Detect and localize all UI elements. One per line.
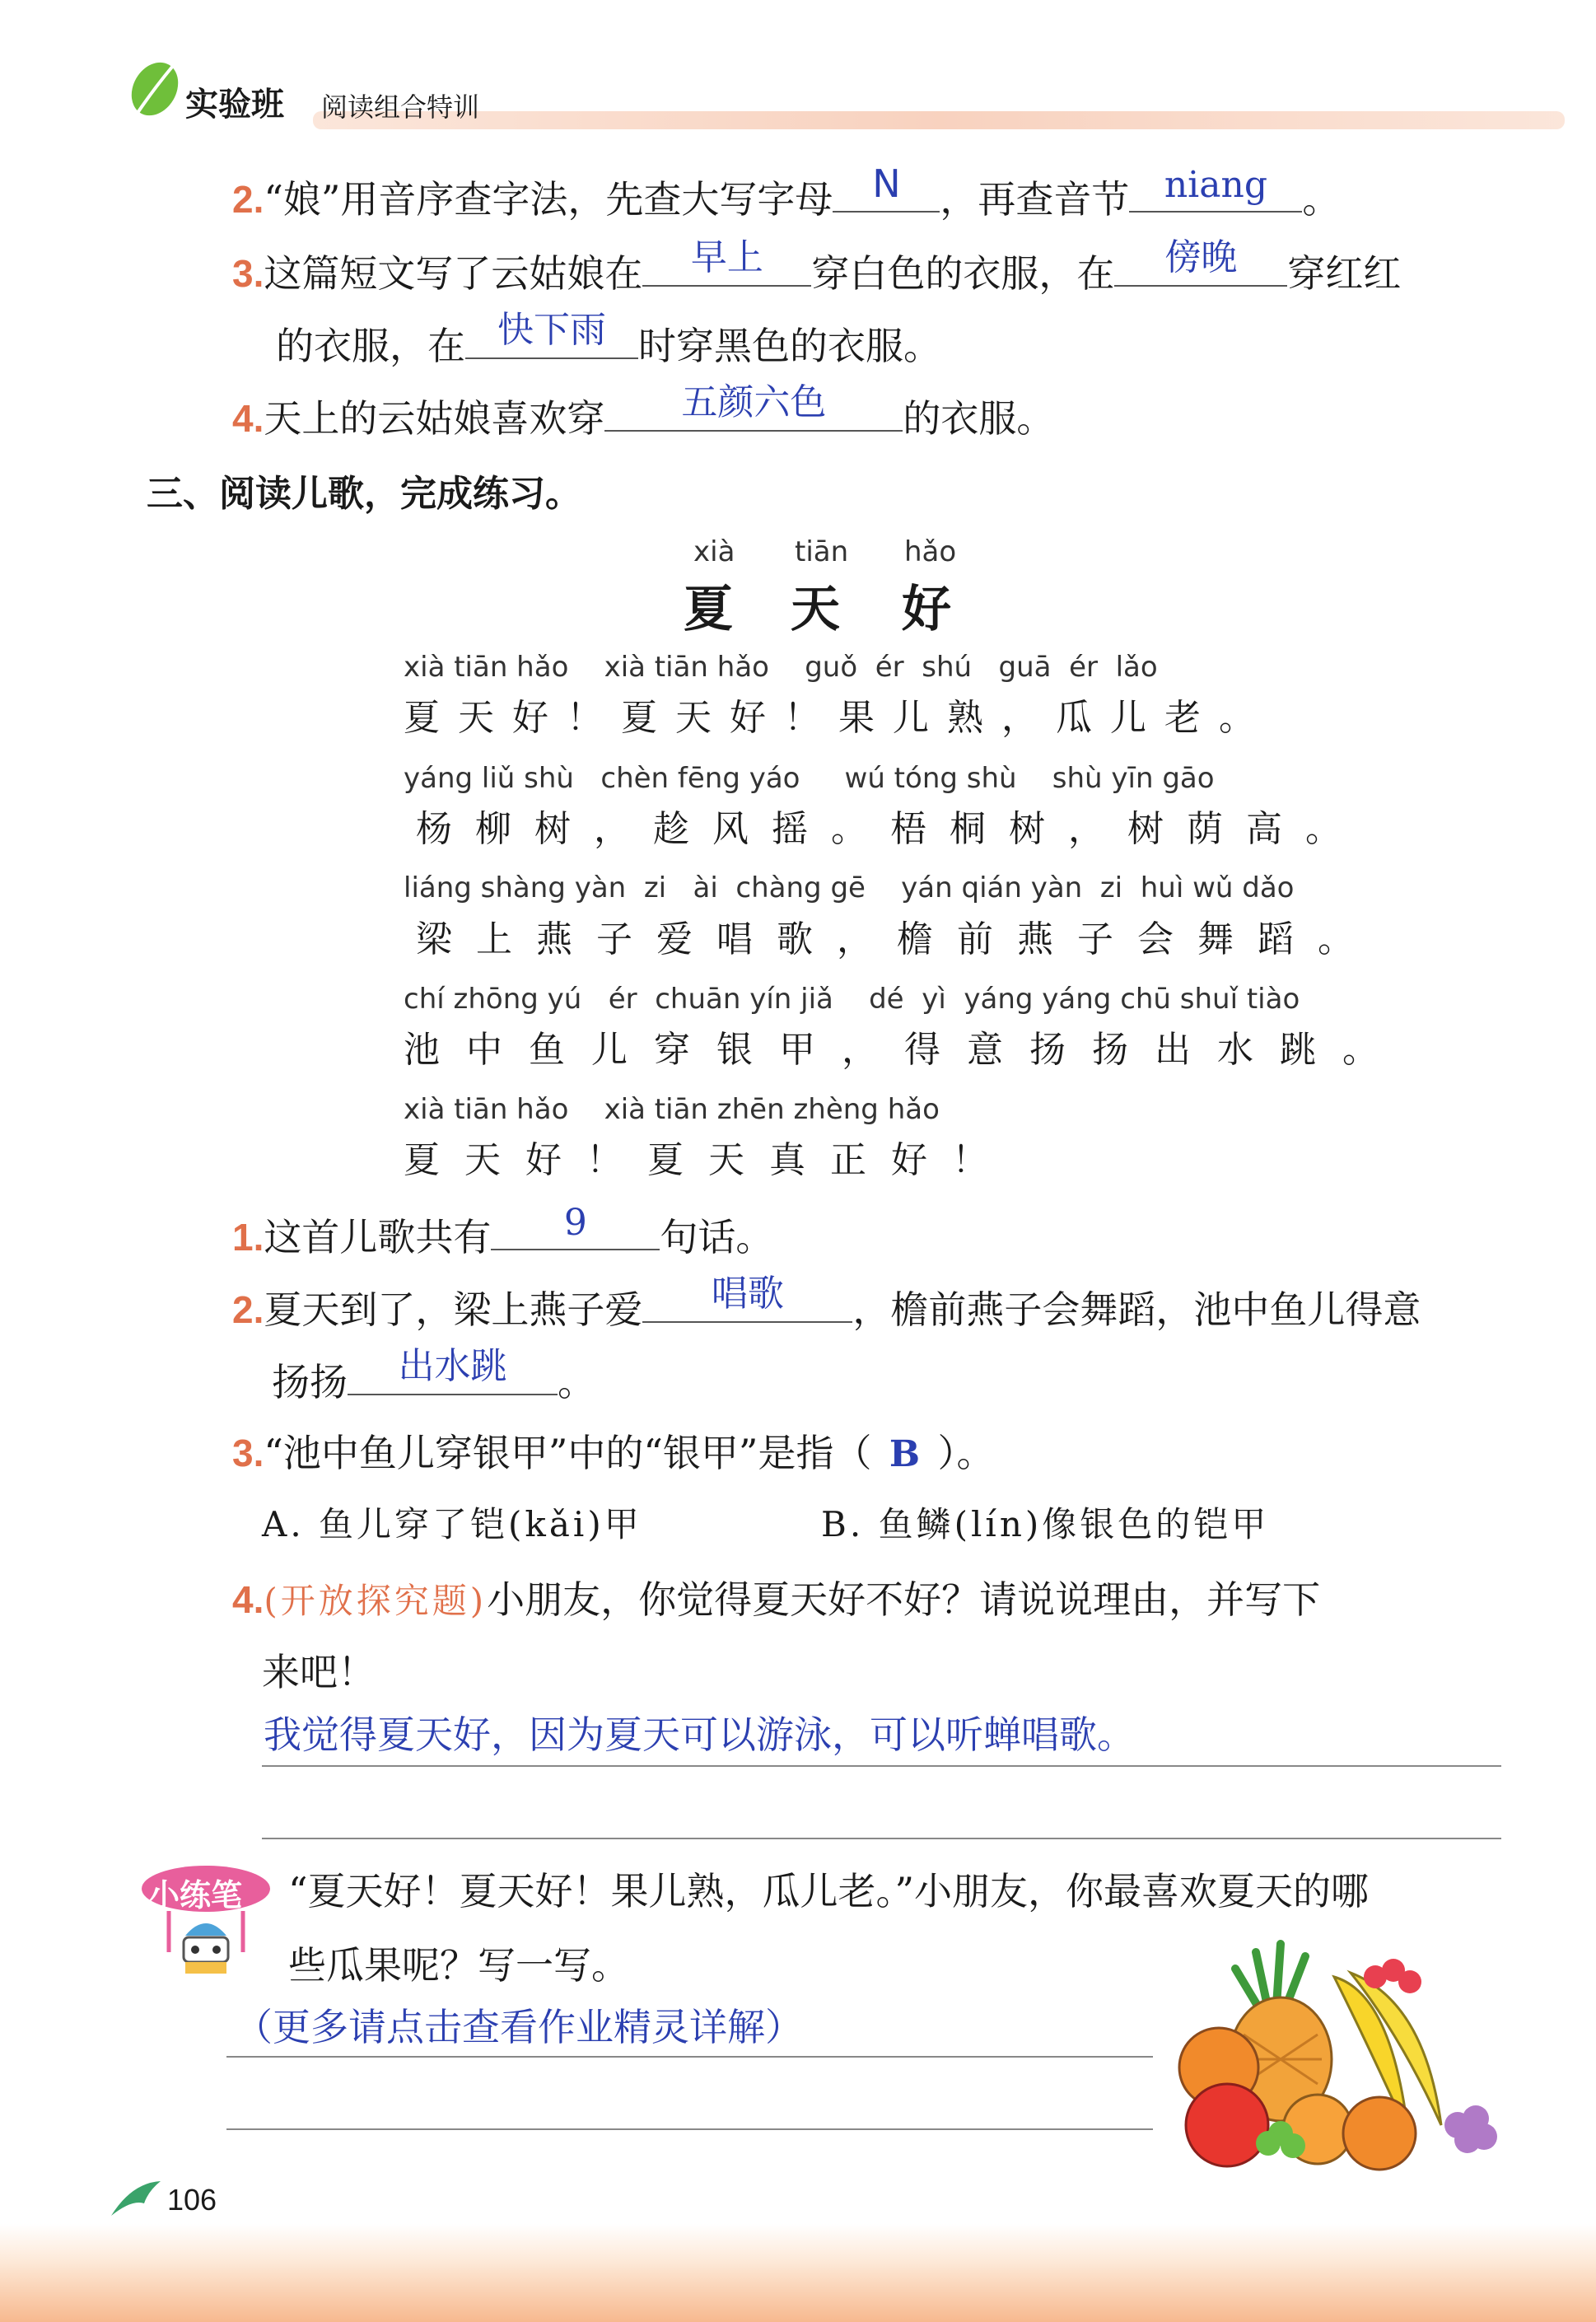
question-text: 扬扬 — [272, 1360, 348, 1404]
answer-blank[interactable] — [348, 1345, 558, 1395]
handwritten-answer: 9 — [563, 1202, 587, 1244]
poem-line-pinyin: xià tiān hǎo xià tiān hǎo guǒ ér shú guā ér lǎo — [404, 651, 1158, 684]
question-text: 穿红红 — [1287, 251, 1402, 296]
option-a[interactable]: A. 鱼儿穿了铠(kǎi)甲 — [262, 1504, 642, 1544]
poem-question-4 — [232, 1570, 1320, 1624]
poem-line: 夏天好！夏天好！果儿熟，瓜儿老。 — [404, 697, 1273, 739]
question-text: 时穿黑色的衣服。 — [638, 324, 941, 368]
poem-line: 杨柳树，趁风摇。梧桐树，树荫高。 — [416, 808, 1365, 850]
question-text: 穿白色的衣服，在 — [811, 251, 1115, 296]
question-number: 4. — [232, 1578, 264, 1621]
section-heading: 三、阅读儿歌，完成练习。 — [147, 473, 581, 515]
answer-blank[interactable] — [833, 161, 940, 213]
poem-question-1 — [232, 1203, 773, 1262]
handwritten-answer: 快下雨 — [497, 309, 606, 351]
answer-blank[interactable] — [491, 1203, 660, 1250]
answer-blank[interactable] — [465, 311, 638, 359]
answer-blank[interactable] — [1129, 165, 1302, 213]
pinyin: hǎo — [904, 535, 957, 568]
poem-title-char: 夏 — [684, 581, 733, 638]
fruit-illustration — [1178, 1927, 1507, 2175]
question-text: 小朋友，你觉得夏天好不好？请说说理由，并写下 — [487, 1577, 1321, 1622]
answer-line — [262, 1765, 1501, 1767]
practice-badge — [136, 1862, 276, 1985]
question-number: 3. — [232, 1432, 264, 1474]
question-number: 3. — [232, 252, 264, 295]
question-text: 句话。 — [660, 1215, 774, 1259]
question-text: ，再查音节 — [940, 177, 1130, 222]
question-text: 的衣服。 — [903, 396, 1055, 441]
question-text: 天上的云姑娘喜欢穿 — [264, 396, 605, 441]
handwritten-answer[interactable]: B — [889, 1433, 921, 1475]
question-4 — [232, 381, 1055, 443]
option-b[interactable]: B. 鱼鳞(lín)像银色的铠甲 — [821, 1504, 1270, 1544]
poem-title-char: 好 — [902, 581, 951, 638]
handwritten-answer: 唱歌 — [711, 1273, 784, 1315]
question-tag: (开放探究题) — [264, 1581, 488, 1621]
question-text: 。 — [1302, 177, 1341, 222]
practice-prompt: “夏天好！夏天好！果儿熟，瓜儿老。”小朋友，你最喜欢夏天的哪 — [288, 1869, 1370, 1913]
footer-decor-band — [0, 2224, 1596, 2322]
answer-blank[interactable] — [642, 1275, 852, 1323]
handwritten-answer: 傍晚 — [1164, 236, 1238, 278]
handwritten-answer: N — [872, 161, 901, 206]
question-text: “娘”用音序查字法，先查大写字母 — [264, 177, 833, 222]
answer-line — [226, 2056, 1153, 2058]
question-text: “池中鱼儿穿银甲”中的“银甲”是指（ — [264, 1431, 872, 1475]
question-number: 2. — [232, 178, 264, 221]
handwritten-answer: 出水跳 — [398, 1345, 507, 1387]
question-number: 4. — [232, 397, 264, 440]
badge-label: 小练笔 — [148, 1877, 243, 1913]
pinyin: xià — [693, 535, 735, 568]
poem-line-pinyin: liáng shàng yàn zi ài chàng gē yán qián yàn zi huì wǔ dǎo — [404, 871, 1295, 904]
handwritten-answer: niang — [1164, 164, 1267, 206]
fruit-basket-icon — [1178, 1927, 1507, 2175]
poem-line-pinyin: xià tiān hǎo xià tiān zhēn zhèng hǎo — [404, 1093, 940, 1126]
handwritten-answer: 早上 — [690, 236, 763, 278]
practice-prompt-cont: 些瓜果呢？写一写。 — [288, 1943, 629, 1988]
dolphin-icon — [107, 2175, 165, 2227]
question-3-cont — [276, 311, 941, 371]
handwritten-answer: （更多请点击查看作业精灵详解） — [235, 2005, 803, 2049]
question-text: 这首儿歌共有 — [264, 1215, 492, 1259]
pinyin: tiān — [795, 535, 849, 568]
poem-line: 梁上燕子爱唱歌，檐前燕子会舞蹈。 — [416, 918, 1378, 960]
answer-blank[interactable] — [604, 381, 903, 432]
answer-line — [226, 2128, 1153, 2130]
brand-logo — [124, 58, 181, 124]
answer-line — [262, 1838, 1501, 1839]
question-text: 的衣服，在 — [276, 324, 465, 368]
poem-line: 夏天好！夏天真正好！ — [404, 1139, 1013, 1181]
question-number: 2. — [232, 1288, 264, 1331]
poem-line-pinyin: yáng liǔ shù chèn fēng yáo wú tóng shù shù yīn gāo — [404, 762, 1215, 795]
question-text: ，檐前燕子会舞蹈，池中鱼儿得意 — [852, 1287, 1421, 1332]
poem-question-2-cont — [272, 1345, 595, 1407]
poem-question-4-cont: 来吧！ — [262, 1650, 376, 1694]
poem-line: 池中鱼儿穿银甲，得意扬扬出水跳。 — [404, 1029, 1405, 1071]
poem-question-2 — [232, 1275, 1421, 1334]
answer-blank[interactable] — [1114, 236, 1287, 287]
header-decor-band — [313, 111, 1565, 129]
poem-question-3 — [232, 1423, 994, 1478]
leaf-icon — [124, 58, 181, 124]
question-3 — [232, 236, 1402, 298]
page-number: 106 — [167, 2183, 217, 2217]
brand-title: 实验班 — [185, 86, 284, 124]
question-text: 夏天到了，梁上燕子爱 — [264, 1287, 643, 1332]
handwritten-answer: 我觉得夏天好，因为夏天可以游泳，可以听蝉唱歌。 — [264, 1712, 1135, 1757]
answer-blank[interactable] — [642, 236, 811, 287]
question-text: 这篇短文写了云姑娘在 — [264, 251, 643, 296]
question-2 — [232, 161, 1341, 224]
question-text: ）。 — [937, 1431, 995, 1475]
poem-title-char: 天 — [791, 581, 840, 638]
poem-line-pinyin: chí zhōng yú ér chuān yín jiǎ dé yì yáng yáng chū shuǐ tiào — [404, 983, 1300, 1016]
question-number: 1. — [232, 1216, 264, 1259]
question-text: 。 — [558, 1360, 595, 1404]
header-subtitle: 阅读组合特训 — [321, 91, 480, 123]
handwritten-answer: 五颜六色 — [681, 381, 827, 423]
